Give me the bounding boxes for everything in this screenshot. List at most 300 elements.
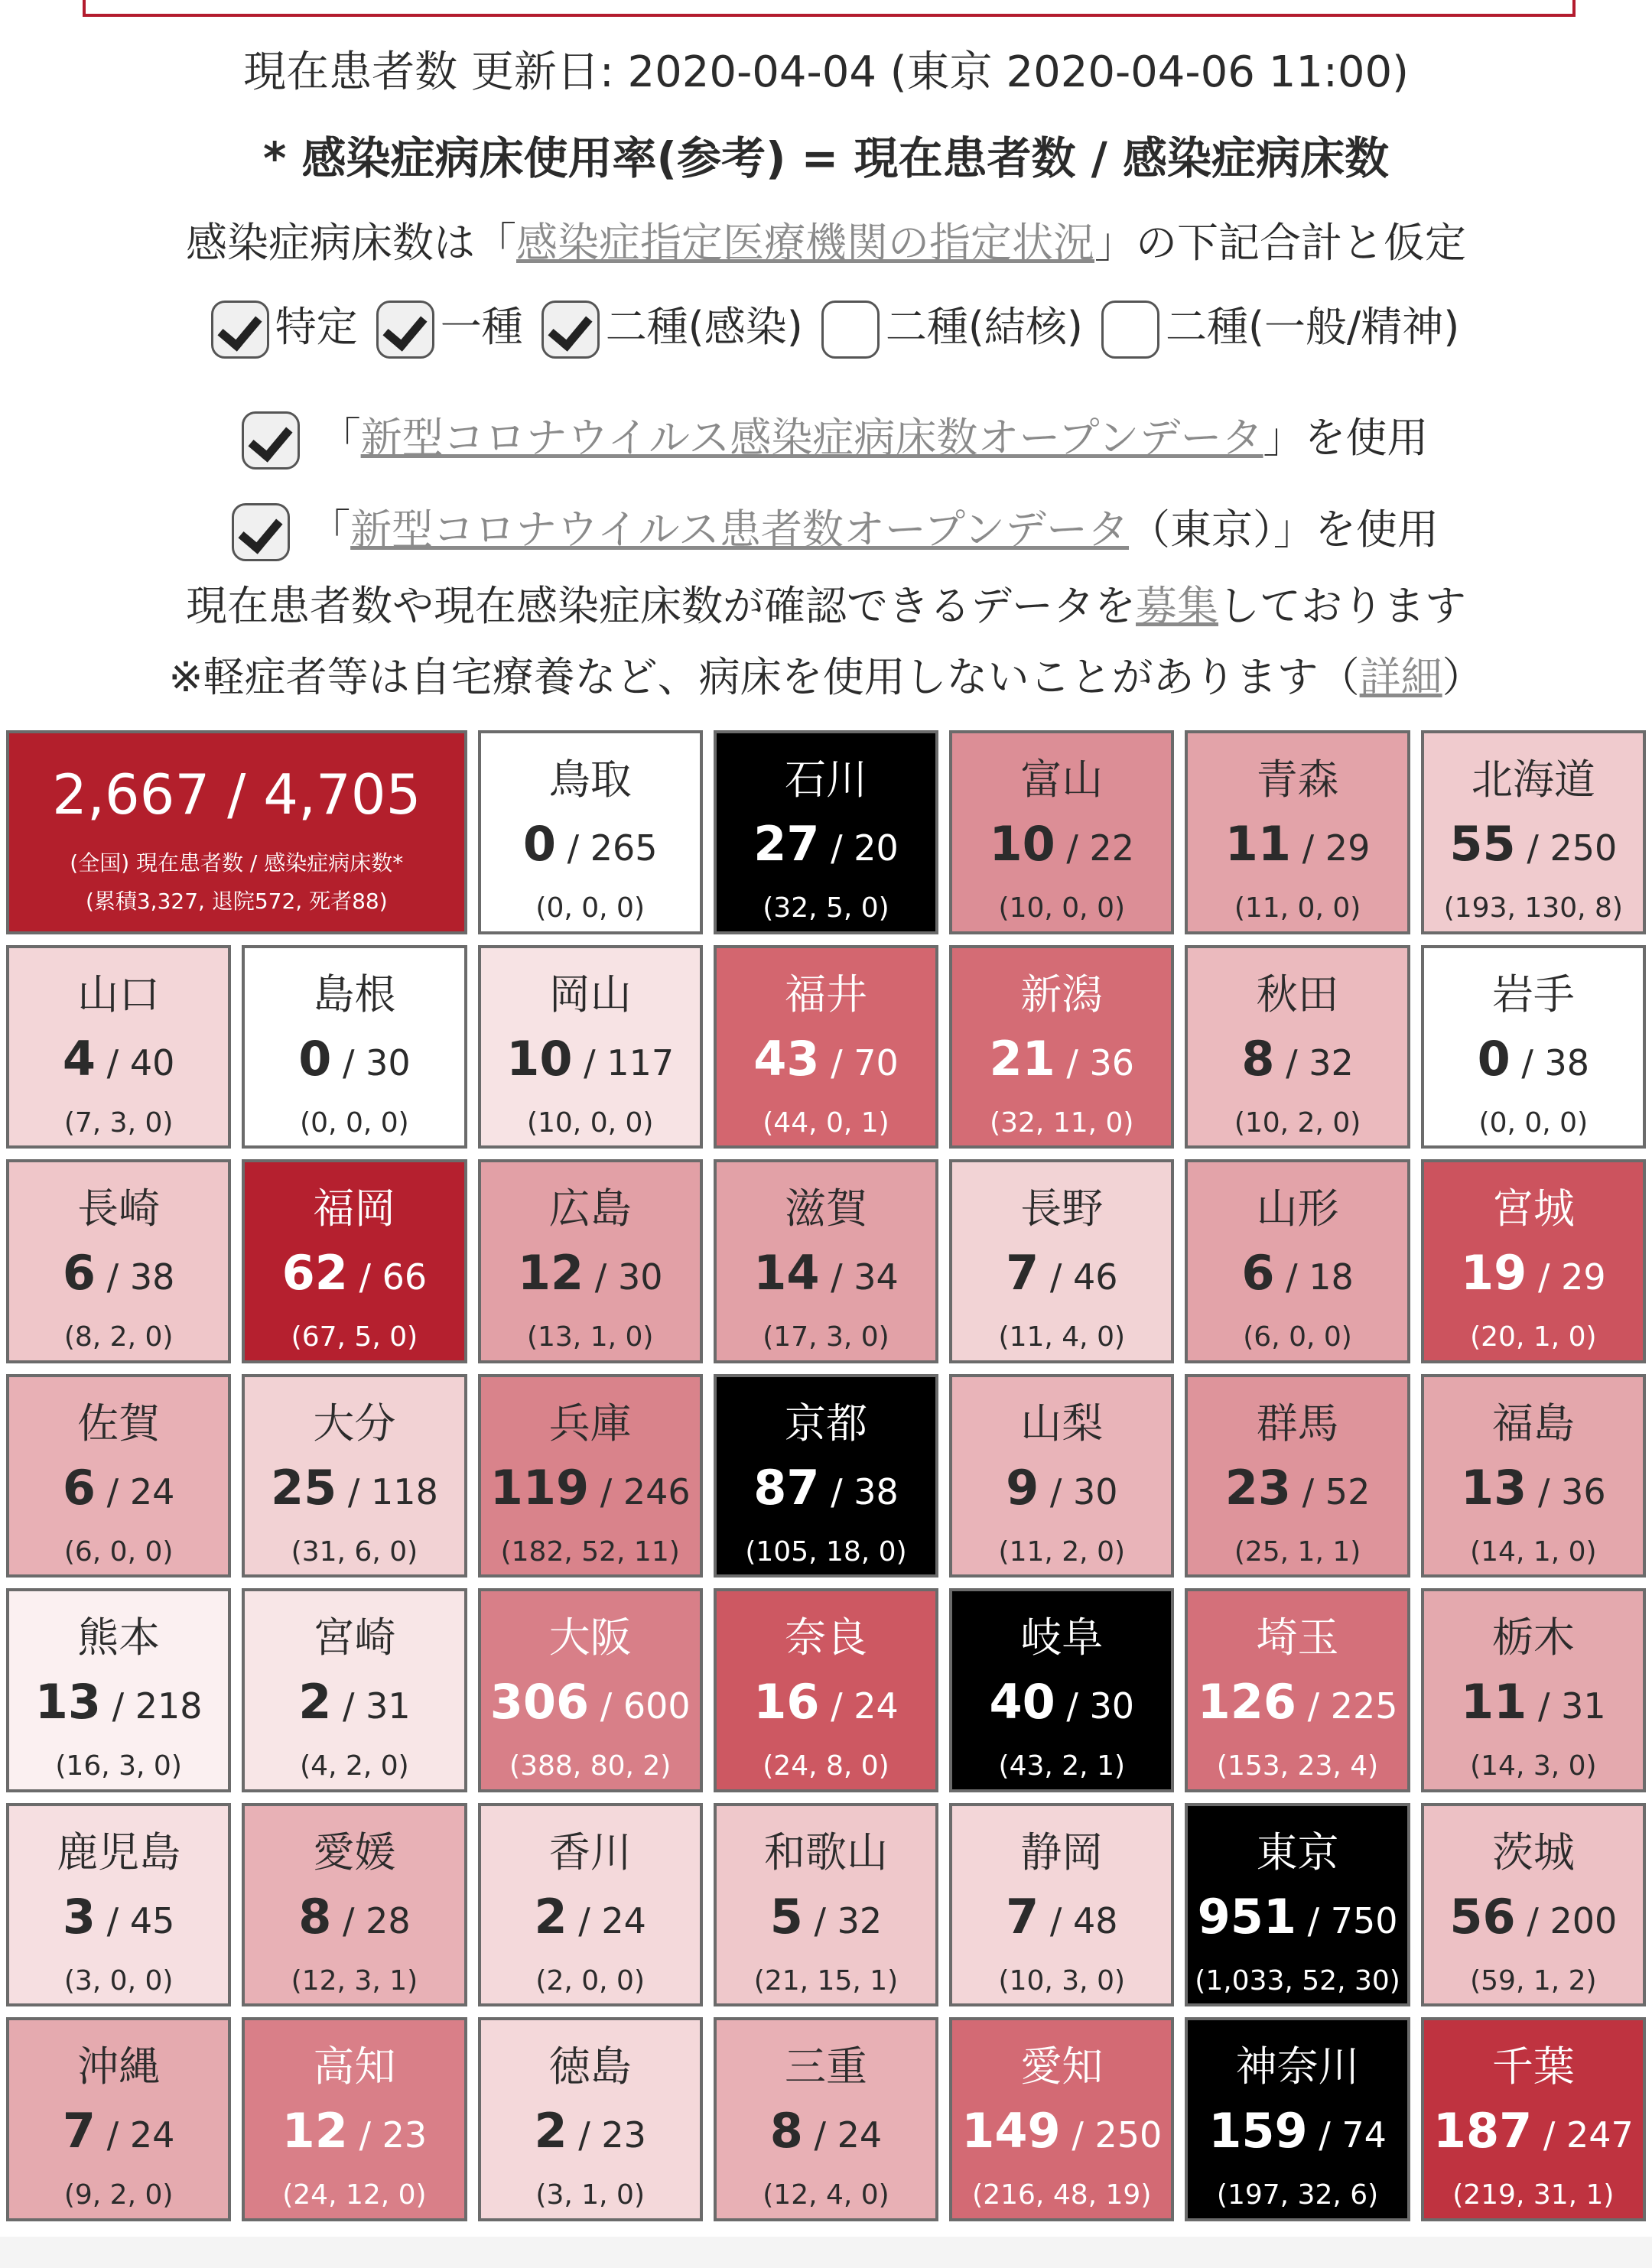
prefecture-name: 岩手 bbox=[1491, 970, 1575, 1019]
current-patients: 149 bbox=[961, 2103, 1061, 2159]
prefecture-tile[interactable] bbox=[714, 2017, 938, 2221]
current-patients: 6 bbox=[62, 1459, 96, 1516]
current-patients: 0 bbox=[298, 1030, 332, 1087]
current-patients: 10 bbox=[506, 1030, 573, 1087]
bed-count: 265 bbox=[590, 827, 658, 869]
prefecture-name: 滋賀 bbox=[784, 1184, 867, 1233]
patients-beds bbox=[481, 816, 700, 872]
current-patients: 2 bbox=[534, 1888, 567, 1945]
separator: / bbox=[819, 1470, 854, 1513]
bed-count: 30 bbox=[366, 1041, 411, 1084]
prefecture-tile[interactable] bbox=[6, 2017, 231, 2221]
prefecture-tile[interactable] bbox=[1185, 1159, 1410, 1363]
cumulative-breakdown: (0, 0, 0) bbox=[1478, 1106, 1589, 1139]
bed-open-data-checkbox[interactable] bbox=[242, 411, 300, 470]
prefecture-tile[interactable] bbox=[6, 1803, 231, 2007]
prefecture-tile[interactable] bbox=[242, 1588, 467, 1792]
separator: / bbox=[1060, 2114, 1095, 2156]
prefecture-tile[interactable] bbox=[714, 730, 938, 934]
current-patients: 187 bbox=[1432, 2103, 1533, 2159]
prefecture-tile[interactable] bbox=[714, 1803, 938, 2007]
cumulative-breakdown: (8, 2, 0) bbox=[63, 1321, 174, 1353]
separator: / bbox=[1296, 1685, 1331, 1727]
cumulative-breakdown: (24, 12, 0) bbox=[282, 2179, 427, 2211]
bed-count: 45 bbox=[129, 1899, 175, 1941]
prefecture-tile[interactable] bbox=[1185, 1803, 1410, 2007]
cumulative-breakdown: (10, 0, 0) bbox=[526, 1106, 654, 1139]
prefecture-name: 宮城 bbox=[1491, 1184, 1575, 1233]
prefecture-tile[interactable] bbox=[478, 730, 703, 934]
recruit-note bbox=[0, 573, 1652, 632]
bed-count: 32 bbox=[837, 1899, 883, 1941]
prefecture-name: 富山 bbox=[1020, 755, 1104, 804]
patients-beds bbox=[1188, 816, 1406, 872]
option-prefix: 「 bbox=[309, 505, 351, 554]
current-patients: 56 bbox=[1449, 1888, 1516, 1945]
patients-beds bbox=[952, 2103, 1171, 2159]
cumulative-breakdown: (2, 0, 0) bbox=[535, 1964, 645, 1997]
prefecture-tile[interactable] bbox=[1421, 2017, 1646, 2221]
bed-count: 46 bbox=[1072, 1256, 1118, 1298]
separator: / bbox=[331, 1685, 366, 1727]
bed-count: 29 bbox=[1561, 1256, 1606, 1298]
current-patients: 9 bbox=[1006, 1459, 1039, 1516]
separator: / bbox=[347, 2114, 382, 2156]
national-total-tile bbox=[6, 730, 467, 934]
bed-type-checkbox[interactable] bbox=[376, 301, 434, 359]
recruit-suffix: しております bbox=[1218, 582, 1466, 630]
prefecture-tile[interactable] bbox=[1421, 1803, 1646, 2007]
prefecture-tile[interactable] bbox=[949, 1588, 1174, 1792]
prefecture-tile[interactable] bbox=[714, 945, 938, 1149]
designation-status-link[interactable]: 感染症指定医療機関の指定状況 bbox=[516, 219, 1094, 267]
details-link[interactable]: 詳細 bbox=[1359, 653, 1442, 701]
cumulative-breakdown: (10, 3, 0) bbox=[998, 1964, 1126, 1997]
prefecture-tile[interactable] bbox=[6, 1159, 231, 1363]
separator: / bbox=[1291, 827, 1325, 869]
separator: / bbox=[555, 827, 590, 869]
separator: / bbox=[101, 1685, 135, 1727]
bed-type-label: 一種 bbox=[440, 303, 523, 351]
cumulative-breakdown: (14, 3, 0) bbox=[1470, 1750, 1597, 1782]
separator: / bbox=[1274, 1256, 1309, 1298]
patients-beds bbox=[952, 1031, 1171, 1087]
cumulative-breakdown: (11, 0, 0) bbox=[1234, 892, 1361, 924]
patients-beds bbox=[1424, 2103, 1643, 2159]
current-patients: 119 bbox=[489, 1459, 590, 1516]
separator: / bbox=[337, 1470, 372, 1513]
prefecture-name: 千葉 bbox=[1491, 2042, 1575, 2091]
bed-type-label: 二種(結核) bbox=[885, 303, 1083, 351]
current-patients: 0 bbox=[522, 816, 556, 872]
prefecture-name: 福岡 bbox=[313, 1184, 396, 1233]
separator: / bbox=[819, 1041, 854, 1084]
patients-beds bbox=[245, 1674, 463, 1730]
separator: / bbox=[1515, 827, 1550, 869]
cumulative-breakdown: (16, 3, 0) bbox=[55, 1750, 182, 1782]
current-patients: 19 bbox=[1461, 1245, 1527, 1301]
separator: / bbox=[1510, 1041, 1545, 1084]
prefecture-name: 栃木 bbox=[1491, 1613, 1575, 1662]
cumulative-breakdown: (25, 1, 1) bbox=[1234, 1535, 1361, 1568]
prefecture-tile[interactable] bbox=[478, 945, 703, 1149]
bed-type-checkbox[interactable] bbox=[541, 301, 600, 359]
patients-beds bbox=[245, 1245, 463, 1301]
bed-count: 24 bbox=[129, 2114, 175, 2156]
patients-beds bbox=[717, 2103, 935, 2159]
bed-count: 38 bbox=[854, 1470, 899, 1513]
prefecture-tile[interactable] bbox=[478, 1374, 703, 1578]
prefecture-tile[interactable] bbox=[1185, 2017, 1410, 2221]
cumulative-breakdown: (6, 0, 0) bbox=[63, 1535, 174, 1568]
prefecture-tile[interactable] bbox=[949, 2017, 1174, 2221]
separator: / bbox=[1515, 1899, 1550, 1941]
separator: / bbox=[1055, 1041, 1090, 1084]
patients-beds bbox=[1188, 1674, 1406, 1730]
prefecture-name: 埼玉 bbox=[1256, 1613, 1339, 1662]
cumulative-breakdown: (31, 6, 0) bbox=[291, 1535, 418, 1568]
patients-beds bbox=[952, 1460, 1171, 1516]
bed-count: 38 bbox=[129, 1256, 175, 1298]
current-patients: 62 bbox=[281, 1245, 348, 1301]
prefecture-tile[interactable] bbox=[242, 945, 467, 1149]
bed-count: 31 bbox=[1561, 1685, 1606, 1727]
cumulative-breakdown: (153, 23, 4) bbox=[1216, 1750, 1379, 1782]
bed-count: 22 bbox=[1089, 827, 1135, 869]
bed-count: 750 bbox=[1330, 1899, 1398, 1941]
prefecture-tile[interactable] bbox=[949, 1374, 1174, 1578]
prefecture-tile[interactable] bbox=[1185, 1588, 1410, 1792]
prefecture-name: 徳島 bbox=[548, 2042, 632, 2091]
beds-note-prefix: 感染症病床数は「 bbox=[186, 219, 516, 267]
current-patients: 4 bbox=[62, 1030, 96, 1087]
cumulative-breakdown: (10, 0, 0) bbox=[998, 892, 1126, 924]
patients-beds bbox=[481, 1245, 700, 1301]
prefecture-tile[interactable] bbox=[1421, 1159, 1646, 1363]
current-patients: 6 bbox=[62, 1245, 96, 1301]
national-total-value: 2,667 / 4,705 bbox=[52, 762, 421, 827]
bed-count: 24 bbox=[129, 1470, 175, 1513]
prefecture-tile[interactable] bbox=[478, 1588, 703, 1792]
home-care-note bbox=[0, 645, 1652, 703]
current-patients: 7 bbox=[1006, 1888, 1039, 1945]
bed-count: 30 bbox=[1072, 1470, 1118, 1513]
current-patients: 12 bbox=[281, 2103, 348, 2159]
prefecture-tile[interactable] bbox=[1421, 1374, 1646, 1578]
separator: / bbox=[567, 2114, 602, 2156]
bed-type-checkbox[interactable] bbox=[1101, 301, 1159, 359]
prefecture-name: 岐阜 bbox=[1020, 1613, 1104, 1662]
current-patients: 10 bbox=[989, 816, 1055, 872]
bed-count: 36 bbox=[1561, 1470, 1606, 1513]
patients-beds bbox=[245, 1460, 463, 1516]
separator: / bbox=[1532, 2114, 1567, 2156]
cumulative-breakdown: (219, 31, 1) bbox=[1452, 2179, 1615, 2211]
bed-count: 32 bbox=[1309, 1041, 1354, 1084]
bed-count: 24 bbox=[854, 1685, 899, 1727]
bed-type-label: 特定 bbox=[275, 303, 358, 351]
prefecture-name: 山形 bbox=[1256, 1184, 1339, 1233]
cumulative-breakdown: (6, 0, 0) bbox=[1243, 1321, 1352, 1353]
cumulative-breakdown: (7, 3, 0) bbox=[63, 1106, 174, 1139]
cumulative-breakdown: (0, 0, 0) bbox=[535, 892, 645, 924]
prefecture-tile[interactable] bbox=[1185, 730, 1410, 934]
patients-beds bbox=[481, 1674, 700, 1730]
beds-note-suffix: 」の下記合計と仮定 bbox=[1094, 219, 1466, 267]
cumulative-breakdown: (0, 0, 0) bbox=[300, 1106, 409, 1139]
separator: / bbox=[331, 1899, 366, 1941]
cumulative-breakdown: (59, 1, 2) bbox=[1470, 1964, 1597, 1997]
bed-type-checkbox[interactable] bbox=[211, 301, 269, 359]
patients-beds bbox=[952, 1674, 1171, 1730]
bed-type-checkbox[interactable] bbox=[821, 301, 880, 359]
cumulative-breakdown: (216, 48, 19) bbox=[972, 2179, 1152, 2211]
separator: / bbox=[1055, 1685, 1090, 1727]
bed-count: 66 bbox=[382, 1256, 428, 1298]
separator: / bbox=[96, 1899, 130, 1941]
prefecture-name: 福島 bbox=[1491, 1399, 1575, 1448]
prefecture-name: 北海道 bbox=[1471, 755, 1595, 804]
prefecture-name: 和歌山 bbox=[763, 1828, 888, 1876]
prefecture-name: 青森 bbox=[1256, 755, 1339, 804]
bed-count: 20 bbox=[854, 827, 899, 869]
prefecture-tile[interactable] bbox=[478, 2017, 703, 2221]
cumulative-breakdown: (17, 3, 0) bbox=[763, 1321, 889, 1353]
prefecture-tile[interactable] bbox=[949, 1159, 1174, 1363]
current-patients: 2 bbox=[534, 2103, 567, 2159]
prefecture-name: 岡山 bbox=[548, 970, 632, 1019]
prefecture-tile[interactable] bbox=[1185, 945, 1410, 1149]
bed-count: 24 bbox=[601, 1899, 646, 1941]
recruit-link[interactable]: 募集 bbox=[1136, 582, 1218, 630]
prefecture-name: 宮崎 bbox=[313, 1613, 396, 1662]
patients-beds bbox=[481, 1031, 700, 1087]
bed-count: 40 bbox=[129, 1041, 175, 1084]
cumulative-breakdown: (32, 5, 0) bbox=[763, 892, 889, 924]
separator: / bbox=[584, 1256, 618, 1298]
prefecture-tile[interactable] bbox=[6, 945, 231, 1149]
prefecture-name: 鹿児島 bbox=[57, 1828, 181, 1876]
prefecture-tile[interactable] bbox=[1421, 1588, 1646, 1792]
patients-beds bbox=[1424, 1674, 1643, 1730]
prefecture-tile[interactable] bbox=[949, 1803, 1174, 2007]
patients-beds bbox=[1424, 1245, 1643, 1301]
prefecture-tile[interactable] bbox=[242, 1374, 467, 1578]
option-suffix: 」を使用 bbox=[1263, 414, 1429, 462]
current-patients: 16 bbox=[753, 1674, 820, 1730]
prefecture-tile[interactable] bbox=[714, 1588, 938, 1792]
cumulative-breakdown: (11, 4, 0) bbox=[998, 1321, 1126, 1353]
national-total-breakdown: (累積3,327, 退院572, 死者88) bbox=[85, 889, 388, 914]
prefecture-name: 沖縄 bbox=[77, 2042, 161, 2091]
patients-beds bbox=[245, 1889, 463, 1945]
separator: / bbox=[567, 1899, 602, 1941]
patients-beds bbox=[1188, 1031, 1406, 1087]
cumulative-breakdown: (197, 32, 6) bbox=[1216, 2179, 1379, 2211]
patients-beds bbox=[9, 1674, 228, 1730]
prefecture-name: 長崎 bbox=[77, 1184, 161, 1233]
current-patients: 13 bbox=[34, 1674, 101, 1730]
prefecture-name: 福井 bbox=[784, 970, 867, 1019]
prefecture-name: 山口 bbox=[77, 970, 161, 1019]
prefecture-grid bbox=[6, 730, 1646, 2221]
patients-beds bbox=[481, 2103, 700, 2159]
current-patients: 23 bbox=[1224, 1459, 1292, 1516]
cumulative-breakdown: (44, 0, 1) bbox=[763, 1106, 889, 1139]
separator: / bbox=[96, 1470, 130, 1513]
current-patients: 8 bbox=[298, 1888, 332, 1945]
note-prefix: ※軽症者等は自宅療養など、病床を使用しないことがあります（ bbox=[168, 653, 1360, 701]
prefecture-tile[interactable] bbox=[242, 1159, 467, 1363]
prefecture-name: 佐賀 bbox=[77, 1399, 161, 1448]
bed-count: 30 bbox=[1089, 1685, 1135, 1727]
bed-count: 38 bbox=[1544, 1041, 1590, 1084]
current-patients: 8 bbox=[769, 2103, 803, 2159]
prefecture-tile[interactable] bbox=[6, 1374, 231, 1578]
cumulative-breakdown: (20, 1, 0) bbox=[1470, 1321, 1597, 1353]
current-patients: 27 bbox=[753, 816, 820, 872]
prefecture-name: 奈良 bbox=[784, 1613, 867, 1662]
prefecture-name: 鳥取 bbox=[548, 755, 632, 804]
bed-type-label: 二種(一般/精神) bbox=[1165, 303, 1460, 351]
bed-count: 34 bbox=[854, 1256, 899, 1298]
patient-open-data-link[interactable]: 新型コロナウイルス患者数オープンデータ bbox=[350, 505, 1130, 554]
current-patients: 5 bbox=[769, 1888, 803, 1945]
current-patients: 3 bbox=[62, 1888, 96, 1945]
patients-beds bbox=[952, 816, 1171, 872]
update-date: 現在患者数 更新日: 2020-04-04 (東京 2020-04-06 11:00) bbox=[243, 47, 1409, 97]
prefecture-name: 茨城 bbox=[1491, 1828, 1575, 1876]
separator: / bbox=[96, 1256, 130, 1298]
patients-beds bbox=[1424, 1460, 1643, 1516]
prefecture-tile[interactable] bbox=[714, 1374, 938, 1578]
cumulative-breakdown: (32, 11, 0) bbox=[990, 1106, 1134, 1139]
prefecture-tile[interactable] bbox=[949, 945, 1174, 1149]
bed-count: 250 bbox=[1094, 2114, 1163, 2156]
current-patients: 6 bbox=[1241, 1245, 1275, 1301]
prefecture-name: 大分 bbox=[313, 1399, 396, 1448]
prefecture-name: 東京 bbox=[1256, 1828, 1339, 1876]
prefecture-tile[interactable] bbox=[242, 1803, 467, 2007]
cumulative-breakdown: (11, 2, 0) bbox=[998, 1535, 1126, 1568]
cumulative-breakdown: (24, 8, 0) bbox=[763, 1750, 889, 1782]
separator: / bbox=[96, 2114, 130, 2156]
separator: / bbox=[802, 2114, 837, 2156]
bed-count: 118 bbox=[371, 1470, 438, 1513]
separator: / bbox=[96, 1041, 130, 1084]
current-patients: 13 bbox=[1461, 1459, 1527, 1516]
prefecture-tile[interactable] bbox=[714, 1159, 938, 1363]
separator: / bbox=[1296, 1899, 1331, 1941]
prefecture-name: 群馬 bbox=[1256, 1399, 1339, 1448]
option-prefix: 「 bbox=[319, 414, 361, 462]
current-patients: 11 bbox=[1224, 816, 1292, 872]
current-patients: 306 bbox=[489, 1674, 590, 1730]
prefecture-name: 香川 bbox=[548, 1828, 632, 1876]
prefecture-tile[interactable] bbox=[949, 730, 1174, 934]
cumulative-breakdown: (67, 5, 0) bbox=[291, 1321, 418, 1353]
bed-count: 200 bbox=[1550, 1899, 1618, 1941]
separator: / bbox=[1527, 1470, 1562, 1513]
cumulative-breakdown: (9, 2, 0) bbox=[63, 2179, 174, 2211]
patient-open-data-checkbox[interactable] bbox=[232, 503, 290, 561]
beds-note bbox=[0, 210, 1652, 269]
patients-beds bbox=[717, 1674, 935, 1730]
current-patients: 14 bbox=[753, 1245, 820, 1301]
separator: / bbox=[589, 1470, 623, 1513]
bed-count: 117 bbox=[606, 1041, 675, 1084]
prefecture-tile[interactable] bbox=[242, 2017, 467, 2221]
separator: / bbox=[347, 1256, 382, 1298]
patients-beds bbox=[1188, 2103, 1406, 2159]
prefecture-name: 神奈川 bbox=[1235, 2042, 1360, 2091]
prefecture-name: 秋田 bbox=[1256, 970, 1339, 1019]
prefecture-tile[interactable] bbox=[478, 1159, 703, 1363]
prefecture-name: 愛知 bbox=[1020, 2042, 1104, 2091]
previous-section-box bbox=[83, 0, 1576, 17]
current-patients: 43 bbox=[753, 1030, 820, 1087]
prefecture-tile[interactable] bbox=[1185, 1374, 1410, 1578]
bed-count: 225 bbox=[1330, 1685, 1398, 1727]
bed-count: 24 bbox=[837, 2114, 883, 2156]
separator: / bbox=[1039, 1256, 1073, 1298]
cumulative-breakdown: (4, 2, 0) bbox=[300, 1750, 409, 1782]
bed-open-data-link[interactable]: 新型コロナウイルス感染症病床数オープンデータ bbox=[360, 414, 1263, 462]
prefecture-name: 大阪 bbox=[548, 1613, 632, 1662]
recruit-prefix: 現在患者数や現在感染症床数が確認できるデータを bbox=[186, 582, 1136, 630]
bed-count: 218 bbox=[135, 1685, 203, 1727]
patients-beds bbox=[9, 2103, 228, 2159]
bed-count: 246 bbox=[623, 1470, 691, 1513]
patients-beds bbox=[952, 1245, 1171, 1301]
patients-beds bbox=[9, 1460, 228, 1516]
patients-beds bbox=[1424, 816, 1643, 872]
prefecture-name: 広島 bbox=[548, 1184, 632, 1233]
note-suffix: ） bbox=[1442, 653, 1484, 701]
prefecture-tile[interactable] bbox=[1421, 730, 1646, 934]
patients-beds bbox=[9, 1245, 228, 1301]
separator: / bbox=[1039, 1470, 1073, 1513]
separator: / bbox=[589, 1685, 623, 1727]
cumulative-breakdown: (1,033, 52, 30) bbox=[1195, 1964, 1400, 1997]
cumulative-breakdown: (105, 18, 0) bbox=[745, 1535, 907, 1568]
bed-count: 600 bbox=[623, 1685, 691, 1727]
separator: / bbox=[1527, 1685, 1562, 1727]
option-suffix: （東京）」を使用 bbox=[1129, 505, 1439, 554]
patients-beds bbox=[952, 1889, 1171, 1945]
prefecture-tile[interactable] bbox=[478, 1803, 703, 2007]
patients-beds bbox=[1188, 1245, 1406, 1301]
current-patients: 21 bbox=[989, 1030, 1055, 1087]
patients-beds bbox=[1424, 1889, 1643, 1945]
patients-beds bbox=[717, 1031, 935, 1087]
cumulative-breakdown: (388, 80, 2) bbox=[509, 1750, 672, 1782]
separator: / bbox=[802, 1899, 837, 1941]
patients-beds bbox=[9, 1031, 228, 1087]
bed-count: 70 bbox=[854, 1041, 899, 1084]
separator: / bbox=[331, 1041, 366, 1084]
prefecture-tile[interactable] bbox=[1421, 945, 1646, 1149]
prefecture-tile[interactable] bbox=[6, 1588, 231, 1792]
prefecture-name: 京都 bbox=[784, 1399, 867, 1448]
patients-beds bbox=[1424, 1031, 1643, 1087]
bed-count: 30 bbox=[617, 1256, 663, 1298]
bed-type-label: 二種(感染) bbox=[605, 303, 803, 351]
bed-count: 28 bbox=[366, 1899, 411, 1941]
prefecture-name: 兵庫 bbox=[548, 1399, 632, 1448]
current-patients: 12 bbox=[517, 1245, 584, 1301]
current-patients: 126 bbox=[1197, 1674, 1296, 1730]
